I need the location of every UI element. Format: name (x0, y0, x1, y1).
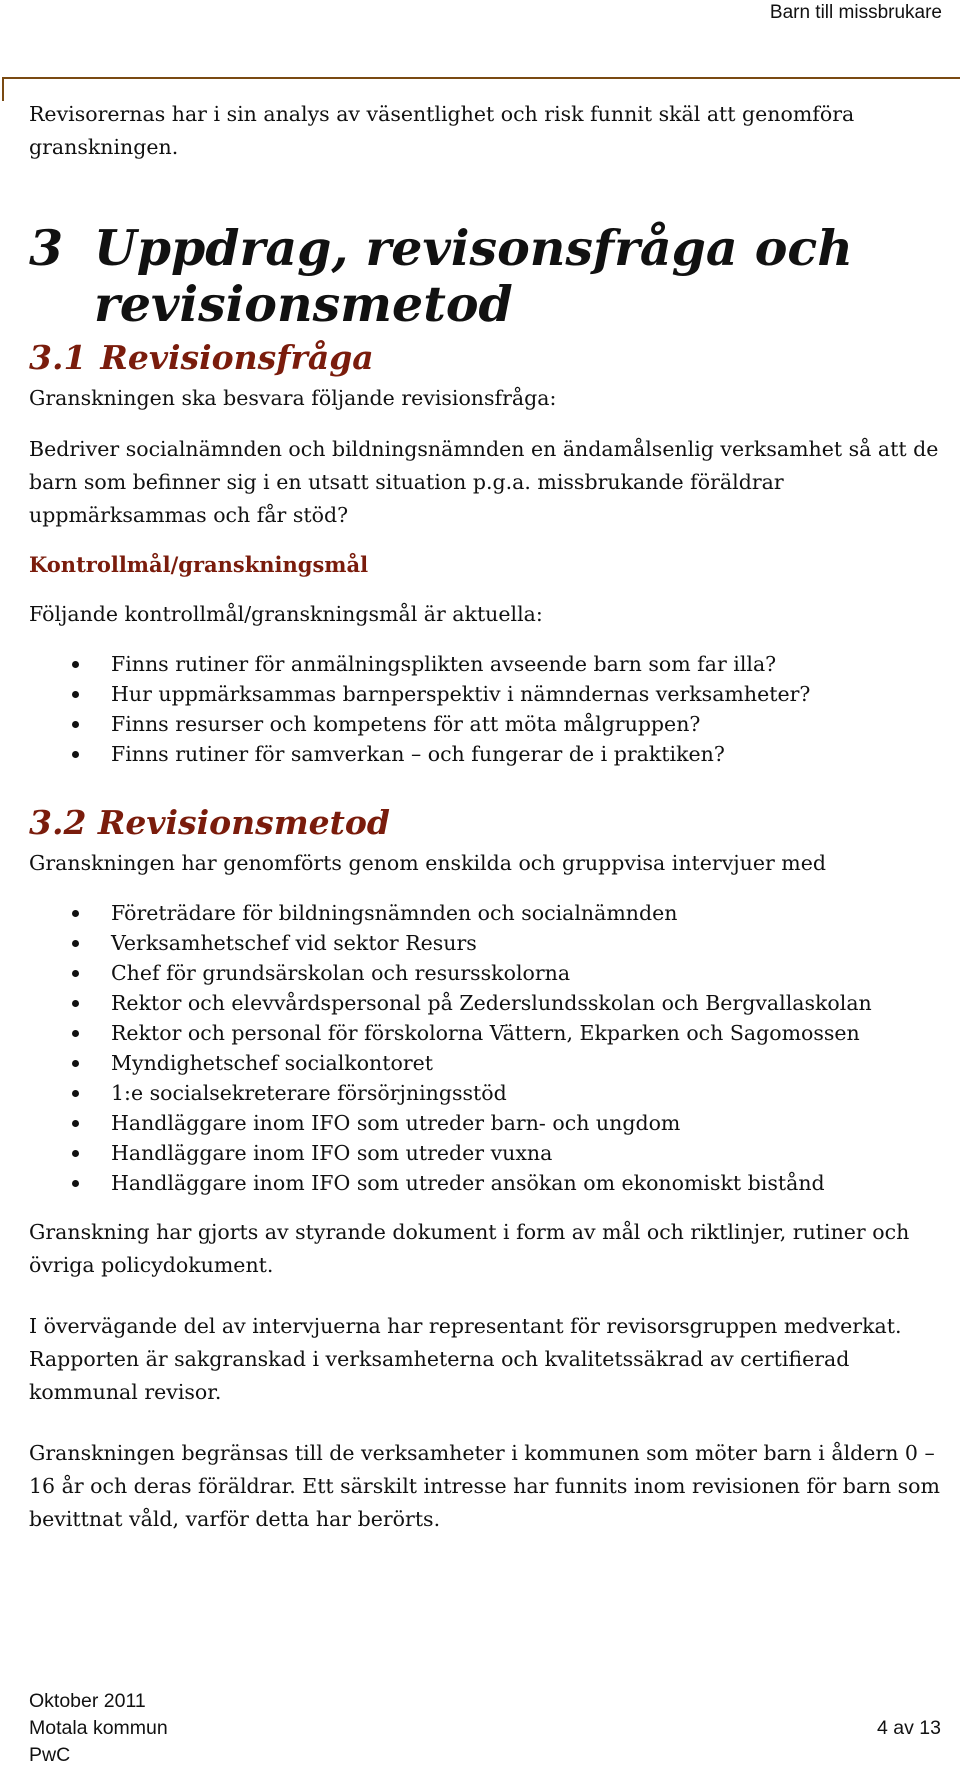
running-header: Barn till missbrukare (769, 2, 942, 23)
control-goals-lead: Följande kontrollmål/granskningsmål är aktuella: (29, 602, 543, 626)
header-corner-mark (2, 77, 4, 101)
section-3-title-line2: revisionsmetod (94, 275, 513, 333)
bullet-icon (72, 1180, 79, 1187)
list-item: Handläggare inom IFO som utreder barn- och ungdom (29, 1108, 941, 1138)
section-3-1-number: 3.1 (29, 338, 87, 377)
bullet-icon (72, 970, 79, 977)
interviewees-list (29, 898, 941, 1198)
control-goals-heading: Kontrollmål/granskningsmål (29, 552, 369, 577)
section-3-2-title: Revisionsmetod (97, 803, 390, 842)
footer-company: PwC (29, 1744, 71, 1766)
footer-date: Oktober 2011 (29, 1690, 146, 1712)
section-3-1-title: Revisionsfråga (100, 338, 374, 377)
section-3-2-heading (29, 803, 941, 843)
list-item: Handläggare inom IFO som utreder ansökan om ekonomiskt bistånd (29, 1168, 941, 1198)
bullet-icon (72, 1030, 79, 1037)
section-3-title (94, 220, 853, 332)
bullet-icon (72, 1000, 79, 1007)
method-paragraph-review: I övervägande del av intervjuerna har representant för revisorsgruppen medverkat. Rapporten är sakgranskad i verksamheterna och kvalitetssäkrad av certifierad kommunal revisor. (29, 1314, 902, 1404)
list-item: Hur uppmärksammas barnperspektiv i nämndernas verksamheter? (29, 679, 941, 709)
bullet-icon (72, 721, 79, 728)
list-item: Finns rutiner för anmälningsplikten avseende barn som far illa? (29, 649, 941, 679)
section-3-1-heading (29, 338, 941, 378)
bullet-icon (72, 1060, 79, 1067)
method-paragraph-documents: Granskning har gjorts av styrande dokument i form av mål och riktlinjer, rutiner och övriga policydokument. (29, 1220, 910, 1277)
method-paragraph-scope: Granskningen begränsas till de verksamheter i kommunen som möter barn i åldern 0 – 16 år och deras föräldrar. Ett särskilt intresse har funnits inom revisionen för barn som bevittnat våld, varför detta har berörts. (29, 1441, 940, 1531)
list-item: Finns resurser och kompetens för att möta målgruppen? (29, 709, 941, 739)
page-content (29, 98, 941, 1536)
list-item: Verksamhetschef vid sektor Resurs (29, 928, 941, 958)
list-item: Företrädare för bildningsnämnden och socialnämnden (29, 898, 941, 928)
bullet-icon (72, 940, 79, 947)
list-item: Finns rutiner för samverkan – och fungerar de i praktiken? (29, 739, 941, 769)
list-item: 1:e socialsekreterare försörjningsstöd (29, 1078, 941, 1108)
page-number: 4 av 13 (877, 1717, 941, 1739)
list-item: Handläggare inom IFO som utreder vuxna (29, 1138, 941, 1168)
section-3-title-line1: Uppdrag, revisonsfråga och (94, 219, 853, 277)
section-3-1-lead: Granskningen ska besvara följande revisionsfråga: (29, 386, 557, 410)
bullet-icon (72, 910, 79, 917)
intro-paragraph: Revisorernas har i sin analys av väsentlighet och risk funnit skäl att genomföra granskningen. (29, 102, 855, 159)
list-item: Chef för grundsärskolan och resursskolorna (29, 958, 941, 988)
section-3-2-number: 3.2 (29, 803, 87, 842)
section-3-number: 3 (29, 219, 64, 277)
bullet-icon (72, 691, 79, 698)
footer-organization: Motala kommun (29, 1717, 168, 1739)
section-3-2-lead: Granskningen har genomförts genom enskilda och gruppvisa intervjuer med (29, 851, 826, 875)
list-item: Rektor och elevvårdspersonal på Zederslundsskolan och Bergvallaskolan (29, 988, 941, 1018)
bullet-icon (72, 661, 79, 668)
bullet-icon (72, 751, 79, 758)
bullet-icon (72, 1150, 79, 1157)
bullet-icon (72, 1120, 79, 1127)
list-item: Myndighetschef socialkontoret (29, 1048, 941, 1078)
section-3-heading (29, 220, 941, 332)
page-footer (29, 1688, 941, 1769)
list-item: Rektor och personal för förskolorna Vättern, Ekparken och Sagomossen (29, 1018, 941, 1048)
bullet-icon (72, 1090, 79, 1097)
header-rule (2, 77, 960, 79)
control-goals-list (29, 649, 941, 769)
revision-question: Bedriver socialnämnden och bildningsnämnden en ändamålsenlig verksamhet så att de barn som befinner sig i en utsatt situation p.g.a. missbrukande föräldrar uppmärksammas och får stöd? (29, 437, 939, 527)
